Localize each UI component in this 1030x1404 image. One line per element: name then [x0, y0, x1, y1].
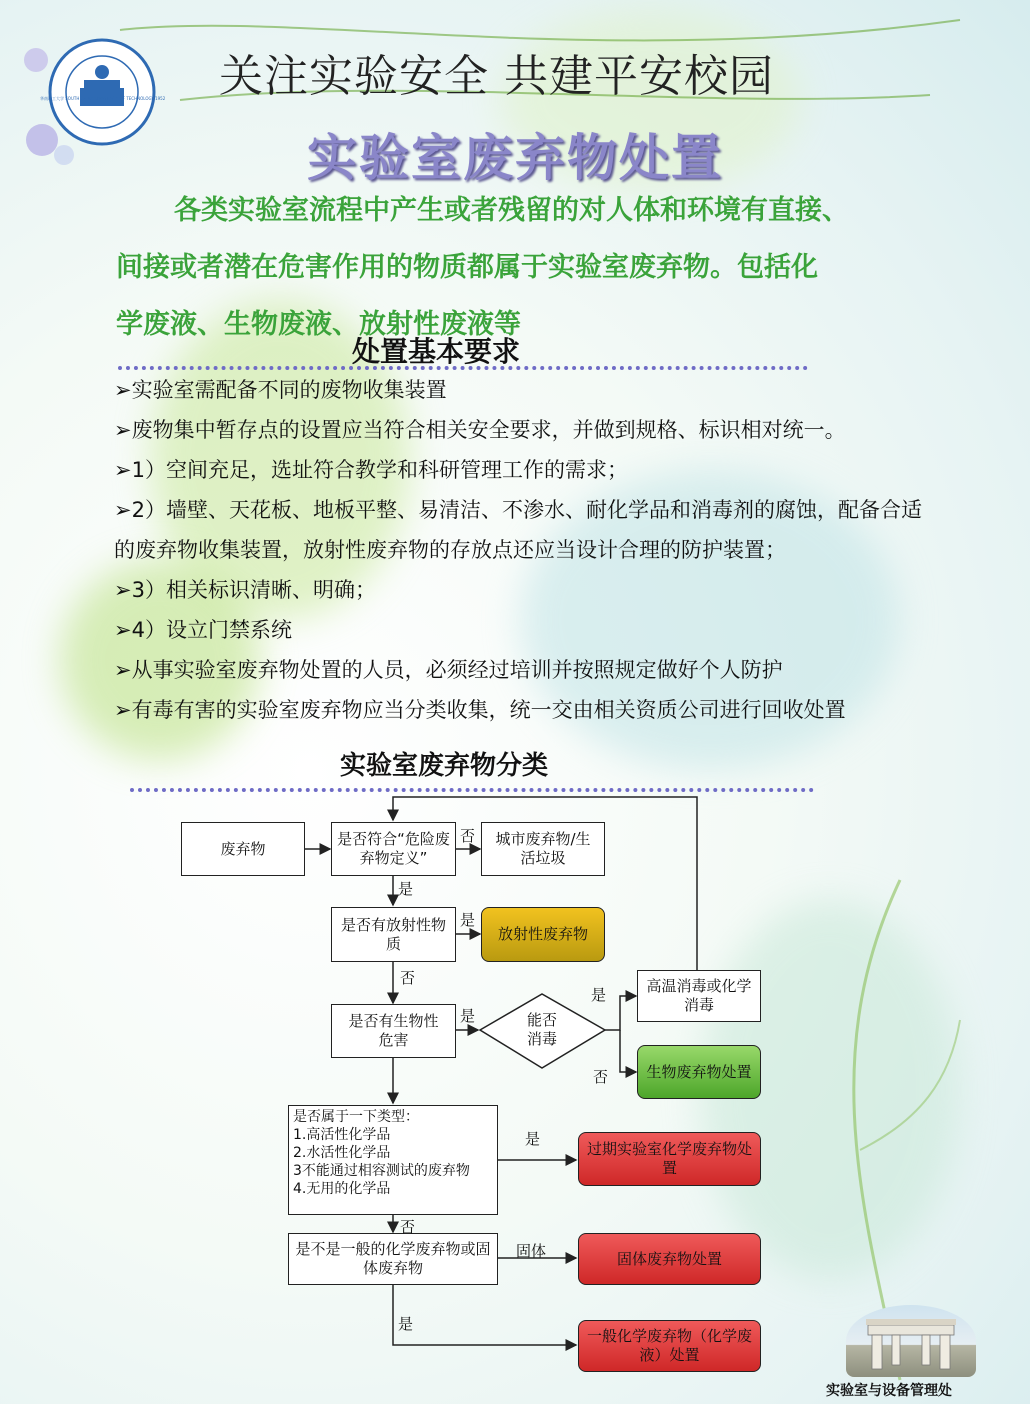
type-question-title: 是否属于一下类型：: [293, 1109, 419, 1125]
node-city-waste: 城市废弃物/生活垃圾: [481, 822, 605, 876]
requirement-item: ➢从事实验室废弃物处置的人员，必须经过培训并按照规定做好个人防护: [114, 658, 783, 682]
label-yes: 是: [398, 1315, 414, 1333]
label-yes: 是: [398, 880, 414, 898]
requirement-item: ➢2）墙壁、天花板、地板平整、易清洁、不渗水、耐化学品和消毒剂的腐蚀，配备合适的废弃物收集装置，放射性废弃物的存放点还应当设计合理的防护装置；: [114, 498, 922, 562]
intro-line: 各类实验室流程中产生或者残留的对人体和环境有直接、: [174, 195, 849, 226]
requirement-item: ➢3）相关标识清晰、明确；: [114, 578, 376, 602]
label-yes: 是: [591, 986, 607, 1004]
node-general-question: 是不是一般的化学废弃物或固体废弃物: [288, 1233, 498, 1285]
node-general-chemical: 一般化学废弃物（化学废液）处置: [578, 1320, 761, 1372]
label-no: 否: [593, 1068, 609, 1086]
label-no: 否: [460, 827, 476, 845]
type-item: 1.高活性化学品: [293, 1127, 391, 1143]
node-solid-waste: 固体废弃物处置: [578, 1233, 761, 1285]
label-yes: 是: [525, 1130, 541, 1148]
page-title: 实验室废弃物处置: [307, 129, 723, 187]
requirement-item: ➢1）空间充足，选址符合教学和科研管理工作的需求；: [114, 458, 628, 482]
node-hazard-question: 是否符合“危险废弃物定义”: [331, 822, 456, 876]
slogan: 关注实验安全 共建平安校园: [219, 51, 774, 102]
requirement-item: ➢有毒有害的实验室废弃物应当分类收集，统一交由相关资质公司进行回收处置: [114, 698, 846, 722]
node-expired-chemical: 过期实验室化学废弃物处置: [578, 1132, 761, 1186]
type-item: 4.无用的化学品: [293, 1181, 391, 1197]
label-no: 否: [400, 1218, 416, 1236]
node-waste: 废弃物: [181, 822, 305, 876]
node-disinfect-question: 能否消毒: [526, 1011, 557, 1048]
node-heat-disinfect: 高温消毒或化学消毒: [637, 970, 761, 1022]
requirement-item: ➢4）设立门禁系统: [114, 618, 292, 642]
gate-icon: [846, 1305, 976, 1377]
campus-gate-photo: [846, 1305, 976, 1377]
requirements-title: 处置基本要求: [352, 335, 521, 368]
requirement-item: ➢废物集中暂存点的设置应当符合相关安全要求，并做到规格、标识相对统一。: [114, 418, 846, 442]
classification-title: 实验室废弃物分类: [340, 751, 549, 781]
label-no: 否: [400, 969, 416, 987]
label-yes: 是: [460, 911, 476, 929]
intro-line: 间接或者潜在危害作用的物质都属于实验室废弃物。包括化: [116, 252, 818, 283]
node-radioactive-question: 是否有放射性物质: [331, 907, 456, 962]
type-item: 3不能通过相容测试的废弃物: [293, 1163, 470, 1179]
intro-line: 学废液、生物废液、放射性废液等: [116, 309, 521, 340]
node-bio-waste: 生物废弃物处置: [637, 1045, 761, 1099]
label-yes: 是: [460, 1007, 476, 1025]
department-name: 实验室与设备管理处: [826, 1383, 952, 1399]
node-radioactive-waste: 放射性废弃物: [481, 907, 605, 962]
requirement-item: ➢实验室需配备不同的废物收集装置: [114, 378, 447, 402]
node-type-question: [288, 1105, 498, 1215]
type-item: 2.水活性化学品: [293, 1145, 391, 1161]
label-solid: 固体: [516, 1242, 547, 1260]
node-bio-question: 是否有生物性危害: [331, 1004, 456, 1058]
logo-text: 华南理工大学 SOUTH CHINA UNIVERSITY OF TECHNOLOGY 1952: [40, 96, 166, 101]
